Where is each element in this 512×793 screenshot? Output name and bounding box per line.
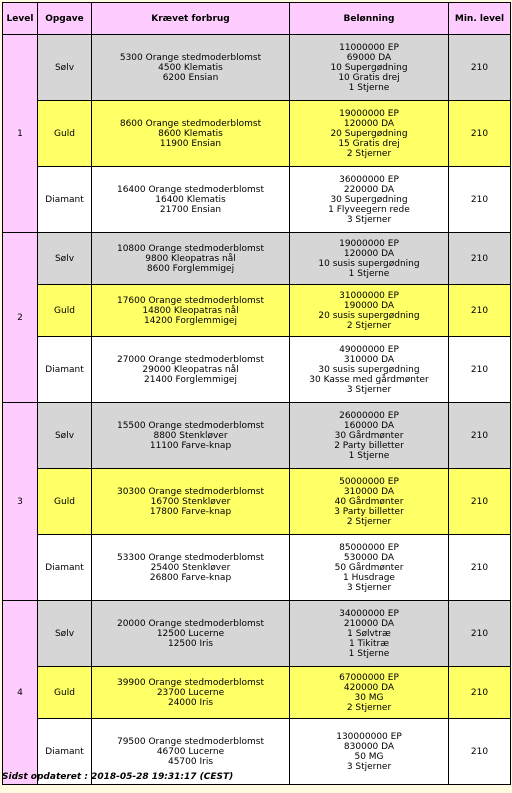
min-level-cell: 210 — [449, 167, 511, 233]
table-row — [3, 167, 511, 233]
consumption-line: 24000 Iris — [167, 697, 214, 708]
reward-line: 30 MG — [354, 692, 384, 703]
task-cell: Sølv — [38, 233, 92, 285]
reward-line: 1 Stjerne — [348, 268, 390, 279]
table-row — [3, 285, 511, 337]
reward-cell — [290, 233, 449, 285]
consumption-line: 8800 Stenkløver — [153, 430, 228, 441]
reward-line: 2 Party billetter — [334, 440, 404, 451]
reward-line: 36000000 EP — [339, 174, 399, 185]
reward-line: 30 susis supergødning — [318, 364, 420, 375]
reward-line: 3 Party billetter — [334, 506, 404, 517]
reward-line: 130000000 EP — [336, 731, 402, 742]
table-row — [3, 35, 511, 101]
required-consumption-cell — [92, 285, 290, 337]
reward-cell — [290, 101, 449, 167]
task-cell: Guld — [38, 285, 92, 337]
reward-line: 50 MG — [354, 751, 384, 762]
reward-line: 3 Stjerner — [346, 384, 392, 395]
level-cell: 4 — [3, 601, 38, 785]
reward-line: 220000 DA — [343, 184, 395, 195]
consumption-line: 8600 Forglemmigej — [146, 263, 235, 274]
table-row — [3, 403, 511, 469]
required-consumption-cell — [92, 101, 290, 167]
level-cell: 3 — [3, 403, 38, 601]
header-required-consumption: Krævet forbrug — [92, 3, 290, 35]
reward-cell — [290, 535, 449, 601]
task-cell: Sølv — [38, 601, 92, 667]
reward-line: 49000000 EP — [339, 344, 399, 355]
reward-line: 15 Gratis drej — [338, 138, 400, 149]
reward-line: 34000000 EP — [339, 608, 399, 619]
consumption-line: 14200 Forglemmigej — [144, 315, 237, 326]
required-consumption-cell — [92, 403, 290, 469]
reward-line: 50000000 EP — [339, 476, 399, 487]
reward-line: 10 Gratis drej — [338, 72, 400, 83]
consumption-line: 30300 Orange stedmoderblomst — [116, 486, 264, 497]
consumption-line: 15500 Orange stedmoderblomst — [116, 420, 264, 431]
reward-line: 1 Stjerne — [348, 450, 390, 461]
task-cell: Diamant — [38, 719, 92, 785]
reward-line: 1 Tikitræ — [348, 638, 390, 649]
consumption-line: 11900 Ensian — [159, 138, 222, 149]
rewards-table — [2, 2, 511, 785]
reward-line: 190000 DA — [343, 300, 395, 311]
task-cell: Diamant — [38, 167, 92, 233]
consumption-line: 11100 Farve-knap — [149, 440, 232, 451]
min-level-cell: 210 — [449, 601, 511, 667]
consumption-line: 26800 Farve-knap — [149, 572, 232, 583]
consumption-line: 46700 Lucerne — [156, 746, 225, 757]
required-consumption-cell — [92, 337, 290, 403]
reward-line: 310000 DA — [343, 486, 395, 497]
consumption-line: 27000 Orange stedmoderblomst — [116, 354, 264, 365]
reward-cell — [290, 285, 449, 337]
reward-line: 40 Gårdmønter — [334, 496, 404, 507]
task-cell: Guld — [38, 101, 92, 167]
consumption-line: 6200 Ensian — [162, 72, 219, 83]
reward-line: 10 Supergødning — [330, 62, 408, 73]
reward-line: 3 Stjerner — [346, 214, 392, 225]
reward-line: 31000000 EP — [339, 290, 399, 301]
consumption-line: 16700 Stenkløver — [150, 496, 231, 507]
consumption-line: 29000 Kleopatras nål — [142, 364, 239, 375]
reward-line: 30 Gårdmønter — [334, 430, 404, 441]
header-row — [3, 3, 511, 35]
consumption-line: 9800 Kleopatras nål — [145, 253, 236, 264]
consumption-line: 23700 Lucerne — [156, 687, 225, 698]
consumption-line: 12500 Lucerne — [156, 628, 225, 639]
reward-cell — [290, 167, 449, 233]
table-row — [3, 233, 511, 285]
min-level-cell: 210 — [449, 469, 511, 535]
reward-line: 19000000 EP — [339, 108, 399, 119]
reward-line: 20 Supergødning — [330, 128, 408, 139]
min-level-cell: 210 — [449, 285, 511, 337]
table-row — [3, 601, 511, 667]
reward-line: 120000 DA — [343, 248, 395, 259]
consumption-line: 20000 Orange stedmoderblomst — [116, 618, 264, 629]
min-level-cell: 210 — [449, 337, 511, 403]
min-level-cell: 210 — [449, 667, 511, 719]
required-consumption-cell — [92, 535, 290, 601]
required-consumption-cell — [92, 233, 290, 285]
reward-line: 26000000 EP — [339, 410, 399, 421]
reward-line: 1 Stjerne — [348, 648, 390, 659]
required-consumption-cell — [92, 667, 290, 719]
consumption-line: 16400 Orange stedmoderblomst — [116, 184, 264, 195]
reward-cell — [290, 337, 449, 403]
reward-cell — [290, 469, 449, 535]
reward-line: 20 susis supergødning — [318, 310, 420, 321]
required-consumption-cell — [92, 469, 290, 535]
required-consumption-cell — [92, 601, 290, 667]
last-updated: Sidst opdateret : 2018-05-28 19:31:17 (CEST) — [2, 772, 234, 782]
header-min-level: Min. level — [449, 3, 511, 35]
consumption-line: 16400 Klematis — [155, 194, 226, 205]
reward-line: 1 Flyveegern rede — [328, 204, 410, 215]
reward-line: 50 Gårdmønter — [334, 562, 404, 573]
level-cell: 1 — [3, 35, 38, 233]
reward-cell — [290, 719, 449, 785]
consumption-line: 12500 Iris — [167, 638, 214, 649]
min-level-cell: 210 — [449, 719, 511, 785]
min-level-cell: 210 — [449, 535, 511, 601]
reward-line: 3 Stjerner — [346, 582, 392, 593]
reward-line: 67000000 EP — [339, 672, 399, 683]
table-row — [3, 101, 511, 167]
consumption-line: 25400 Stenkløver — [150, 562, 231, 573]
reward-line: 11000000 EP — [339, 42, 399, 53]
reward-line: 3 Stjerner — [346, 761, 392, 772]
reward-line: 1 Sølvtræ — [347, 628, 391, 639]
consumption-line: 17800 Farve-knap — [149, 506, 232, 517]
reward-line: 30 Supergødning — [330, 194, 408, 205]
reward-line: 420000 DA — [343, 682, 395, 693]
consumption-line: 53300 Orange stedmoderblomst — [116, 552, 264, 563]
task-cell: Guld — [38, 469, 92, 535]
reward-line: 19000000 EP — [339, 238, 399, 249]
reward-cell — [290, 403, 449, 469]
consumption-line: 21700 Ensian — [159, 204, 222, 215]
min-level-cell: 210 — [449, 403, 511, 469]
task-cell: Diamant — [38, 535, 92, 601]
header-task: Opgave — [38, 3, 92, 35]
reward-line: 30 Kasse med gårdmønter — [309, 374, 429, 385]
level-cell: 2 — [3, 233, 38, 403]
consumption-line: 17600 Orange stedmoderblomst — [116, 295, 264, 306]
reward-line: 85000000 EP — [339, 542, 399, 553]
reward-line: 2 Stjerner — [346, 148, 392, 159]
reward-line: 2 Stjerner — [346, 320, 392, 331]
task-cell: Diamant — [38, 337, 92, 403]
min-level-cell: 210 — [449, 101, 511, 167]
reward-cell — [290, 667, 449, 719]
consumption-line: 21400 Forglemmigej — [144, 374, 237, 385]
reward-line: 2 Stjerner — [346, 516, 392, 527]
reward-cell — [290, 35, 449, 101]
reward-line: 210000 DA — [343, 618, 395, 629]
reward-line: 69000 DA — [346, 52, 392, 63]
min-level-cell: 210 — [449, 233, 511, 285]
min-level-cell: 210 — [449, 35, 511, 101]
reward-line: 830000 DA — [343, 741, 395, 752]
task-cell: Sølv — [38, 403, 92, 469]
required-consumption-cell — [92, 167, 290, 233]
consumption-line: 79500 Orange stedmoderblomst — [116, 736, 264, 747]
consumption-line: 45700 Iris — [167, 756, 214, 767]
reward-line: 2 Stjerner — [346, 702, 392, 713]
consumption-line: 4500 Klematis — [158, 62, 223, 73]
reward-line: 10 susis supergødning — [318, 258, 420, 269]
task-cell: Sølv — [38, 35, 92, 101]
reward-line: 310000 DA — [343, 354, 395, 365]
consumption-line: 5300 Orange stedmoderblomst — [119, 52, 262, 63]
table-row — [3, 535, 511, 601]
table-row — [3, 337, 511, 403]
consumption-line: 39900 Orange stedmoderblomst — [116, 677, 264, 688]
reward-line: 120000 DA — [343, 118, 395, 129]
task-cell: Guld — [38, 667, 92, 719]
reward-cell — [290, 601, 449, 667]
table-row — [3, 667, 511, 719]
reward-line: 1 Stjerne — [348, 82, 390, 93]
consumption-line: 8600 Orange stedmoderblomst — [119, 118, 262, 129]
header-reward: Belønning — [290, 3, 449, 35]
consumption-line: 8600 Klematis — [158, 128, 223, 139]
consumption-line: 14800 Kleopatras nål — [142, 305, 239, 316]
reward-line: 1 Husdrage — [343, 572, 395, 583]
required-consumption-cell — [92, 35, 290, 101]
reward-line: 160000 DA — [343, 420, 395, 431]
table-row — [3, 469, 511, 535]
consumption-line: 10800 Orange stedmoderblomst — [116, 243, 264, 254]
header-level: Level — [3, 3, 38, 35]
reward-line: 530000 DA — [343, 552, 395, 563]
